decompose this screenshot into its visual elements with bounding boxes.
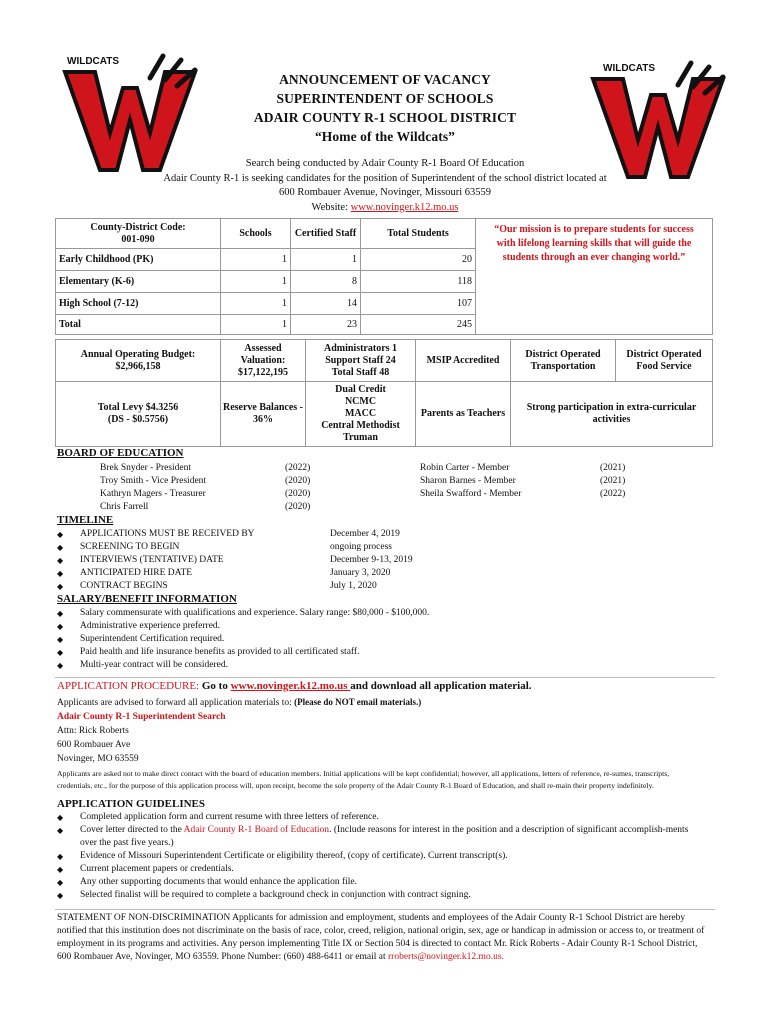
assessed-cell	[221, 340, 306, 382]
food-service-cell: District Operated Food Service	[616, 340, 713, 382]
list-item	[57, 811, 707, 824]
credit-title: Dual Credit	[335, 384, 386, 395]
row-schools: 1	[221, 249, 291, 271]
timeline-value: January 3, 2020	[330, 568, 391, 578]
stats-table	[55, 339, 713, 447]
guideline-text: . (Include reasons for interest in the position and a description of significant accomplish-ments over the past five years.)	[80, 825, 689, 848]
list-item	[57, 607, 429, 620]
member-name: Brek Snyder - President	[100, 463, 192, 473]
bullet-icon: ◆	[57, 609, 64, 618]
credit-central-methodist: Central Methodist	[321, 420, 400, 431]
list-item	[57, 850, 707, 863]
mailing-address	[57, 695, 421, 766]
credit-macc: MACC	[344, 408, 377, 419]
statement-text: STATEMENT OF NON-DISCRIMINATION Applicants for admission and employment, students and employees of the Adair County R-1 School District are hereby notified that this institution does not discriminate on the basis of race, color, creed, religion, national origin, sex, age or handicap in admission or access to, or treatment of employment in its programs and activities. Any person implementing Title IX or Section 504 is directed to contact Mr. Rick Roberts - Adair County R-1 School District, 600 Rombauer Ave, Novinger, MO 63559. Phone Number: (660) 488-6411 or email at	[57, 913, 705, 962]
divider	[55, 909, 715, 910]
timeline-title: TIMELINE	[57, 514, 114, 526]
code-value: 001-090	[121, 233, 155, 245]
row-name: Early Childhood (PK)	[56, 249, 221, 271]
bullet-icon: ◆	[57, 852, 64, 861]
bullet-icon: ◆	[57, 891, 64, 900]
advise-text: Applicants are advised to forward all application materials to:	[57, 698, 295, 708]
staff-support: Support Staff 24	[325, 354, 396, 366]
bullet-icon: ◆	[57, 878, 64, 887]
bullet-icon: ◆	[57, 635, 64, 644]
search-title: Adair County R-1 Superintendent Search	[57, 712, 226, 722]
bullet-icon: ◆	[57, 826, 64, 835]
list-item	[57, 567, 413, 580]
credit-truman: Truman	[343, 432, 378, 443]
advise-line	[57, 695, 421, 710]
list-item	[100, 462, 700, 475]
assessed-label: Assessed Valuation:	[240, 342, 286, 366]
row-certified: 14	[291, 293, 361, 315]
code-label: County-District Code:	[90, 221, 186, 233]
extracurricular-cell: Strong participation in extra-curricular activities	[511, 382, 713, 447]
member-name	[420, 501, 600, 514]
guidelines-list	[57, 811, 707, 902]
timeline-value: December 4, 2019	[330, 529, 400, 539]
attn-line: Attn: Rick Roberts	[57, 726, 129, 736]
timeline-label: ANTICIPATED HIRE DATE	[80, 568, 193, 578]
guideline-item: Any other supporting documents that would enhance the application file.	[80, 877, 358, 887]
timeline-value: ongoing process	[330, 542, 393, 552]
website-line	[100, 201, 670, 216]
guideline-item: Completed application form and current resume with three letters of reference.	[80, 812, 379, 822]
assessed-value: $17,122,195	[238, 366, 288, 378]
col-certified: Certified Staff	[291, 219, 361, 249]
row-students: 245	[361, 315, 476, 335]
member-term: (2021)	[600, 476, 626, 486]
row-certified: 1	[291, 249, 361, 271]
member-name: Sharon Barnes - Member	[420, 476, 516, 486]
row-name: High School (7-12)	[56, 293, 221, 315]
timeline-label: APPLICATIONS MUST BE RECEIVED BY	[80, 529, 255, 539]
transport-cell: District Operated Transportation	[511, 340, 616, 382]
member-term: (2020)	[285, 502, 311, 512]
header-line4: “Home of the Wildcats”	[314, 129, 456, 144]
procedure-line	[57, 680, 532, 692]
contact-email-link[interactable]: rroberts@novinger.k12.mo.us.	[388, 952, 504, 962]
bullet-icon: ◆	[57, 622, 64, 631]
levy-cell	[56, 382, 221, 447]
salary-item: Superintendent Certification required.	[80, 634, 225, 644]
procedure-rest: and download all application material.	[350, 680, 532, 692]
row-certified: 8	[291, 271, 361, 293]
logo-text: WILDCATS	[67, 56, 120, 67]
bullet-icon: ◆	[57, 569, 64, 578]
list-item	[57, 633, 429, 646]
district-table	[55, 218, 713, 335]
row-name: Total	[56, 315, 221, 335]
member-term: (2020)	[285, 476, 311, 486]
list-item	[57, 528, 413, 541]
timeline-list	[57, 528, 413, 593]
confidentiality-notice: Applicants are asked not to make direct contact with the board of education members. Initial applications will be kept confidential; however, all applications, letters of reference, re-sumes, transcripts, credentials, etc., for the purpose of this application process will, upon receipt, become the sole property of the Adair County R-1 Board of Education, and shall re-main their property indefinitely.	[57, 769, 670, 790]
member-name: Robin Carter - Member	[420, 463, 510, 473]
guideline-item: Evidence of Missouri Superintendent Certificate or eligibility thereof, (copy of certificate). Current transcript(s).	[80, 851, 508, 861]
member-term: (2021)	[600, 463, 626, 473]
list-item	[100, 475, 700, 488]
list-item	[100, 488, 700, 501]
member-term: (2020)	[285, 489, 311, 499]
salary-title: SALARY/BENEFIT INFORMATION	[57, 593, 237, 605]
board-title: BOARD OF EDUCATION	[57, 447, 184, 459]
procedure-goto: Go to	[199, 680, 231, 692]
list-item	[57, 876, 707, 889]
reserve-cell: Reserve Balances - 36%	[221, 382, 306, 447]
bullet-icon: ◆	[57, 661, 64, 670]
intro-block	[100, 157, 670, 215]
bullet-icon: ◆	[57, 543, 64, 552]
salary-item: Administrative experience preferred.	[80, 621, 221, 631]
staff-total: Total Staff 48	[331, 366, 390, 378]
col-schools: Schools	[221, 219, 291, 249]
bullet-icon: ◆	[57, 530, 64, 539]
dual-credit-cell	[306, 382, 416, 447]
guideline-item: Current placement papers or credentials.	[80, 864, 234, 874]
website-label: Website:	[311, 201, 351, 213]
member-term: (2022)	[285, 463, 311, 473]
bullet-icon: ◆	[57, 556, 64, 565]
row-students: 20	[361, 249, 476, 271]
list-item	[57, 659, 429, 672]
member-name: Sheila Swafford - Member	[420, 489, 522, 499]
member-name: Chris Farrell	[100, 502, 149, 512]
row-students: 118	[361, 271, 476, 293]
header-line3: ADAIR COUNTY R-1 SCHOOL DISTRICT	[253, 110, 517, 125]
mission-statement: “Our mission is to prepare students for success with lifelong learning skills that will guide the students through an ever changing world.”	[476, 219, 713, 335]
row-students: 107	[361, 293, 476, 315]
header-line1: ANNOUNCEMENT OF VACANCY	[279, 72, 491, 87]
member-term: (2022)	[600, 489, 626, 499]
intro-line2: Adair County R-1 is seeking candidates for the position of Superintendent of the school district located at	[163, 172, 607, 184]
guideline-item	[80, 824, 707, 850]
list-item	[57, 541, 413, 554]
budget-label: Annual Operating Budget:	[80, 348, 196, 360]
bullet-icon: ◆	[57, 582, 64, 591]
street-line: 600 Rombauer Ave	[57, 740, 131, 750]
salary-item: Multi-year contract will be considered.	[80, 660, 228, 670]
salary-item: Salary commensurate with qualifications and experience. Salary range: $80,000 - $100,000.	[80, 608, 430, 618]
guideline-text: Cover letter directed to the	[80, 825, 184, 835]
timeline-value: July 1, 2020	[330, 581, 377, 591]
no-email-note: (Please do NOT email materials.)	[294, 697, 422, 707]
budget-value: $2,966,158	[115, 360, 161, 372]
row-schools: 1	[221, 271, 291, 293]
member-name: Troy Smith - Vice President	[100, 476, 207, 486]
non-discrimination-statement	[57, 912, 707, 964]
timeline-label: SCREENING TO BEGIN	[80, 542, 180, 552]
row-certified: 23	[291, 315, 361, 335]
logo-text: WILDCATS	[603, 63, 656, 74]
list-item	[57, 863, 707, 876]
website-link[interactable]: www.novinger.k12.mo.us	[350, 201, 459, 213]
city-line: Novinger, MO 63559	[57, 754, 139, 764]
header-line2: SUPERINTENDENT OF SCHOOLS	[276, 91, 494, 106]
intro-line3: 600 Rombauer Avenue, Novinger, Missouri 63559	[279, 187, 491, 198]
list-item	[57, 554, 413, 567]
list-item	[57, 824, 707, 850]
timeline-value: December 9-13, 2019	[330, 555, 413, 565]
divider	[55, 677, 715, 678]
row-schools: 1	[221, 293, 291, 315]
bullet-icon: ◆	[57, 813, 64, 822]
bullet-icon: ◆	[57, 865, 64, 874]
list-item	[57, 889, 707, 902]
procedure-label: APPLICATION PROCEDURE:	[57, 680, 200, 692]
staff-cell	[306, 340, 416, 382]
board-link[interactable]: Adair County R-1 Board of Education	[183, 825, 330, 835]
salary-item: Paid health and life insurance benefits as provided to all certificated staff.	[80, 647, 360, 657]
intro-line1: Search being conducted by Adair County R-1 Board Of Education	[245, 158, 525, 169]
list-item	[57, 620, 429, 633]
list-item	[57, 580, 413, 593]
list-item	[100, 501, 700, 514]
msip-cell: MSIP Accredited	[416, 340, 511, 382]
parents-cell: Parents as Teachers	[416, 382, 511, 447]
col-total-students: Total Students	[361, 219, 476, 249]
bullet-icon: ◆	[57, 648, 64, 657]
timeline-label: INTERVIEWS (TENTATIVE) DATE	[80, 555, 224, 565]
budget-cell	[56, 340, 221, 382]
guidelines-title: APPLICATION GUIDELINES	[57, 798, 206, 810]
levy-total: Total Levy $4.3256	[97, 402, 179, 413]
row-schools: 1	[221, 315, 291, 335]
credit-ncmc: NCMC	[344, 396, 377, 407]
guideline-item: Selected finalist will be required to complete a background check in conjunction with contract signing.	[80, 890, 471, 900]
levy-ds: (DS - $0.5756)	[107, 414, 169, 425]
announcement-header	[150, 70, 620, 146]
row-name: Elementary (K-6)	[56, 271, 221, 293]
staff-admin: Administrators 1	[323, 342, 398, 354]
procedure-link[interactable]: www.novinger.k12.mo.us	[230, 680, 351, 692]
list-item	[57, 646, 429, 659]
member-name: Kathryn Magers - Treasurer	[100, 489, 206, 499]
board-list	[100, 462, 700, 514]
timeline-label: CONTRACT BEGINS	[80, 581, 168, 591]
code-cell	[56, 219, 221, 249]
salary-list	[57, 607, 429, 672]
